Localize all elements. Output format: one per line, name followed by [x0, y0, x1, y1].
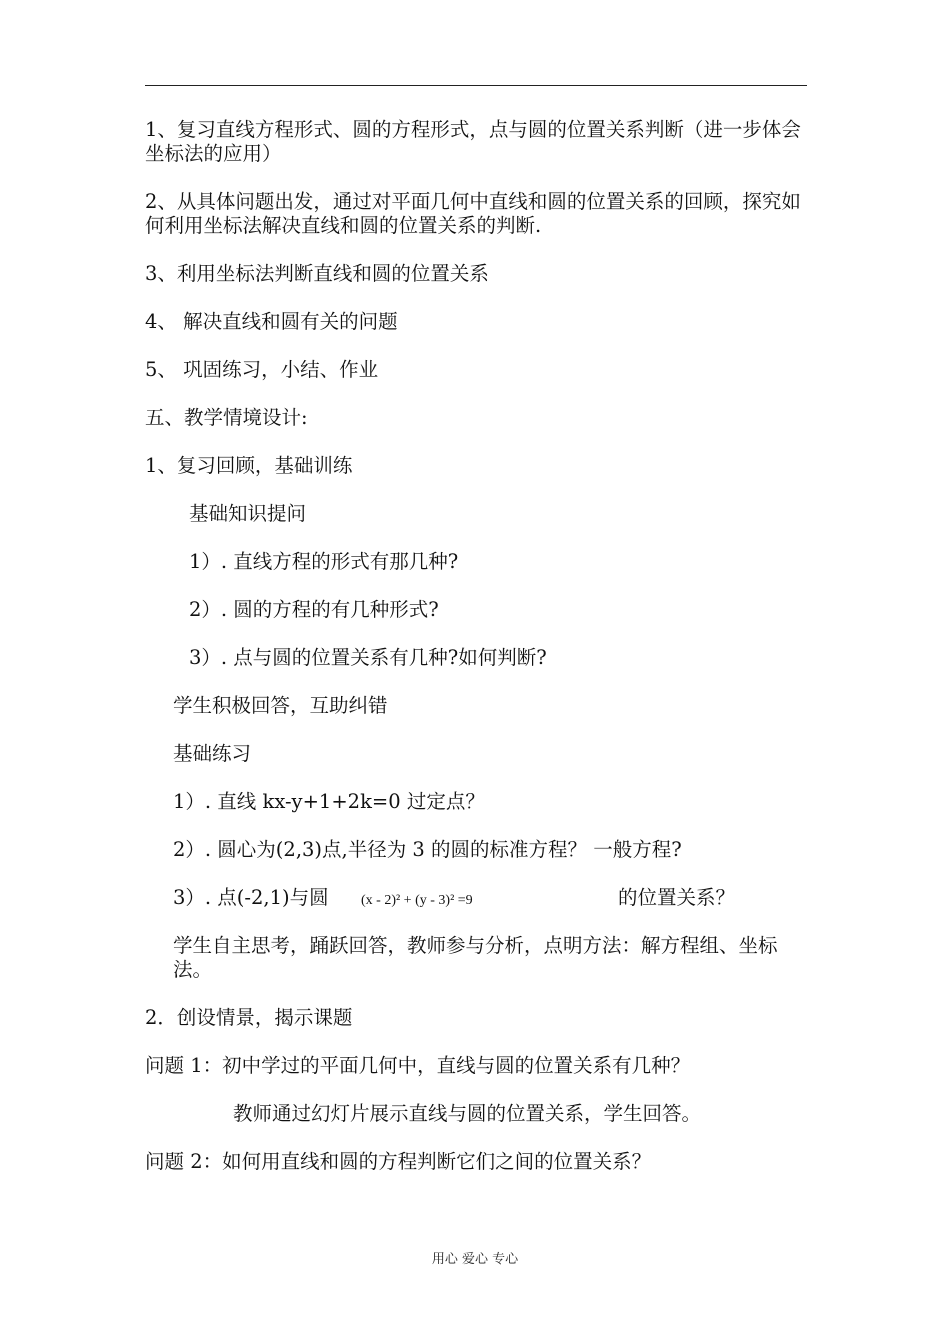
- circle-equation: (x - 2)² + (y - 3)² =9: [361, 893, 473, 908]
- question-2: 问题 2：如何用直线和圆的方程判断它们之间的位置关系？: [145, 1150, 652, 1173]
- exercise-3-tail: 的位置关系？: [618, 886, 736, 909]
- question-1: 问题 1：初中学过的平面几何中，直线与圆的位置关系有几种？: [145, 1054, 691, 1077]
- basic-exercises-label: 基础练习: [173, 742, 252, 765]
- objective-3: 3、利用坐标法判断直线和圆的位置关系: [145, 262, 489, 285]
- basic-question-3: 3）. 点与圆的位置关系有几种?如何判断?: [189, 646, 547, 669]
- student-answer-note: 学生积极回答，互助纠错: [173, 694, 388, 717]
- exercise-1: 1）. 直线 kx-y+1+2k=0 过定点？: [173, 790, 485, 813]
- page-footer: 用心 爱心 专心: [431, 1252, 519, 1267]
- basic-question-1: 1）. 直线方程的形式有那几种?: [189, 550, 459, 573]
- step-1-heading: 1、复习回顾，基础训练: [145, 454, 353, 477]
- exercise-2: 2）. 圆心为(2,3)点,半径为 3 的圆的标准方程？ 一般方程?: [173, 838, 682, 861]
- step-2-heading: 2．创设情景，揭示课题: [145, 1006, 353, 1029]
- basic-question-2: 2）. 圆的方程的有几种形式?: [189, 598, 439, 621]
- exercise-3: [145, 886, 807, 910]
- objective-5: 5、 巩固练习，小结、作业: [145, 358, 379, 381]
- basic-questions-label: 基础知识提问: [189, 502, 307, 525]
- document-body: [145, 118, 807, 1174]
- objective-4: 4、 解决直线和圆有关的问题: [145, 310, 398, 333]
- exercise-3-lead: 3）. 点(-2,1)与圆: [173, 886, 329, 909]
- teacher-slide-note: 教师通过幻灯片展示直线与圆的位置关系，学生回答。: [233, 1102, 702, 1125]
- student-thinking-note: 学生自主思考，踊跃回答，教师参与分析，点明方法：解方程组、坐标法。: [173, 934, 778, 981]
- header-rule: [145, 85, 807, 86]
- objective-1: 1、复习直线方程形式、圆的方程形式，点与圆的位置关系判断（进一步体会坐标法的应用）: [145, 118, 801, 165]
- objective-2: 2、从具体问题出发，通过对平面几何中直线和圆的位置关系的回顾，探究如何利用坐标法解决直线和圆的位置关系的判断.: [145, 190, 801, 237]
- section-heading: 五、教学情境设计:: [145, 406, 308, 429]
